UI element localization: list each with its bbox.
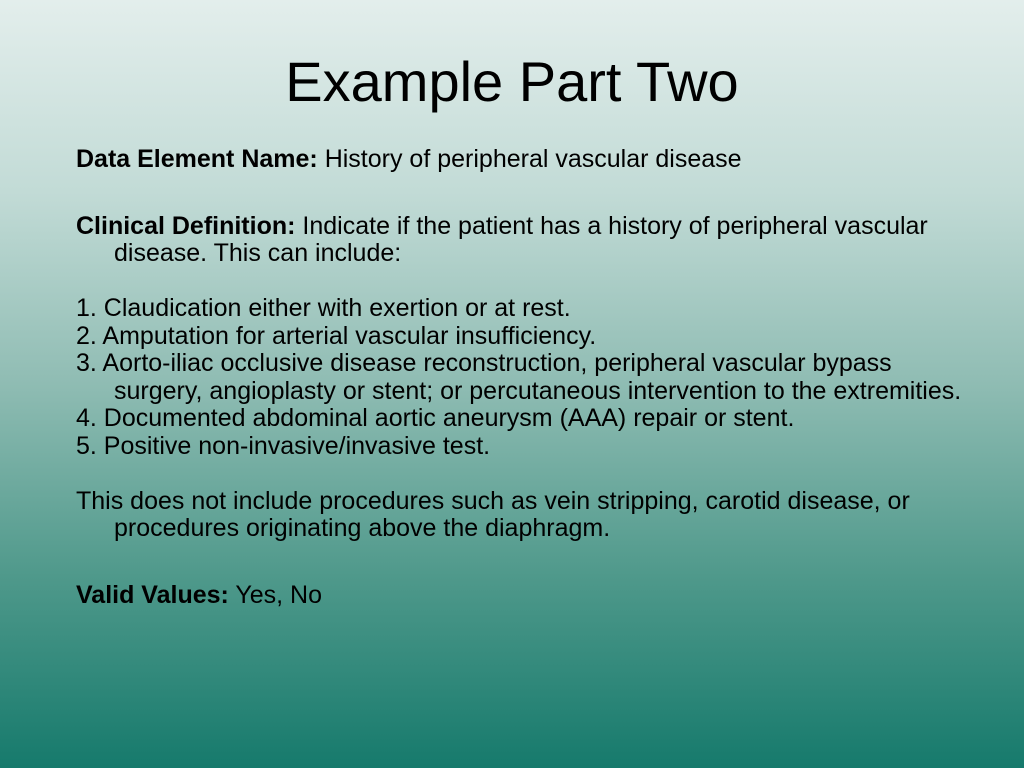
spacer: [114, 460, 986, 488]
definition-item: 5. Positive non-invasive/invasive test.: [76, 431, 491, 460]
spacer: [114, 268, 986, 296]
definition-item: 4. Documented abdominal aortic aneurysm (AAA) repair or stent.: [76, 404, 795, 432]
data-element-name-value: History of peripheral vascular disease: [324, 145, 742, 173]
definition-item: 1. Claudication either with exertion or at rest.: [76, 294, 571, 322]
slide-body: [76, 146, 986, 609]
valid-values-paragraph: [76, 582, 986, 610]
definition-item: 2. Amputation for arterial vascular insufficiency.: [76, 321, 597, 350]
slide-title: Example Part Two: [285, 50, 739, 113]
data-element-name-paragraph: [76, 146, 986, 174]
clinical-definition-paragraph: [76, 213, 986, 543]
data-element-name-label: Data Element Name:: [76, 145, 318, 173]
clinical-definition-exclusion: This does not include procedures such as vein stripping, carotid disease, or procedures originating above the diaphragm.: [76, 486, 910, 542]
valid-values-value: Yes, No: [235, 580, 322, 609]
clinical-definition-label: Clinical Definition:: [76, 211, 296, 240]
clinical-definition-intro: Indicate if the patient has a history of peripheral vascular disease. This can include:: [114, 211, 928, 267]
definition-item: 3. Aorto-iliac occlusive disease reconstruction, peripheral vascular bypass surgery, angioplasty or stent; or percutaneous intervention to the extremities.: [76, 349, 962, 405]
valid-values-label: Valid Values:: [76, 580, 229, 609]
